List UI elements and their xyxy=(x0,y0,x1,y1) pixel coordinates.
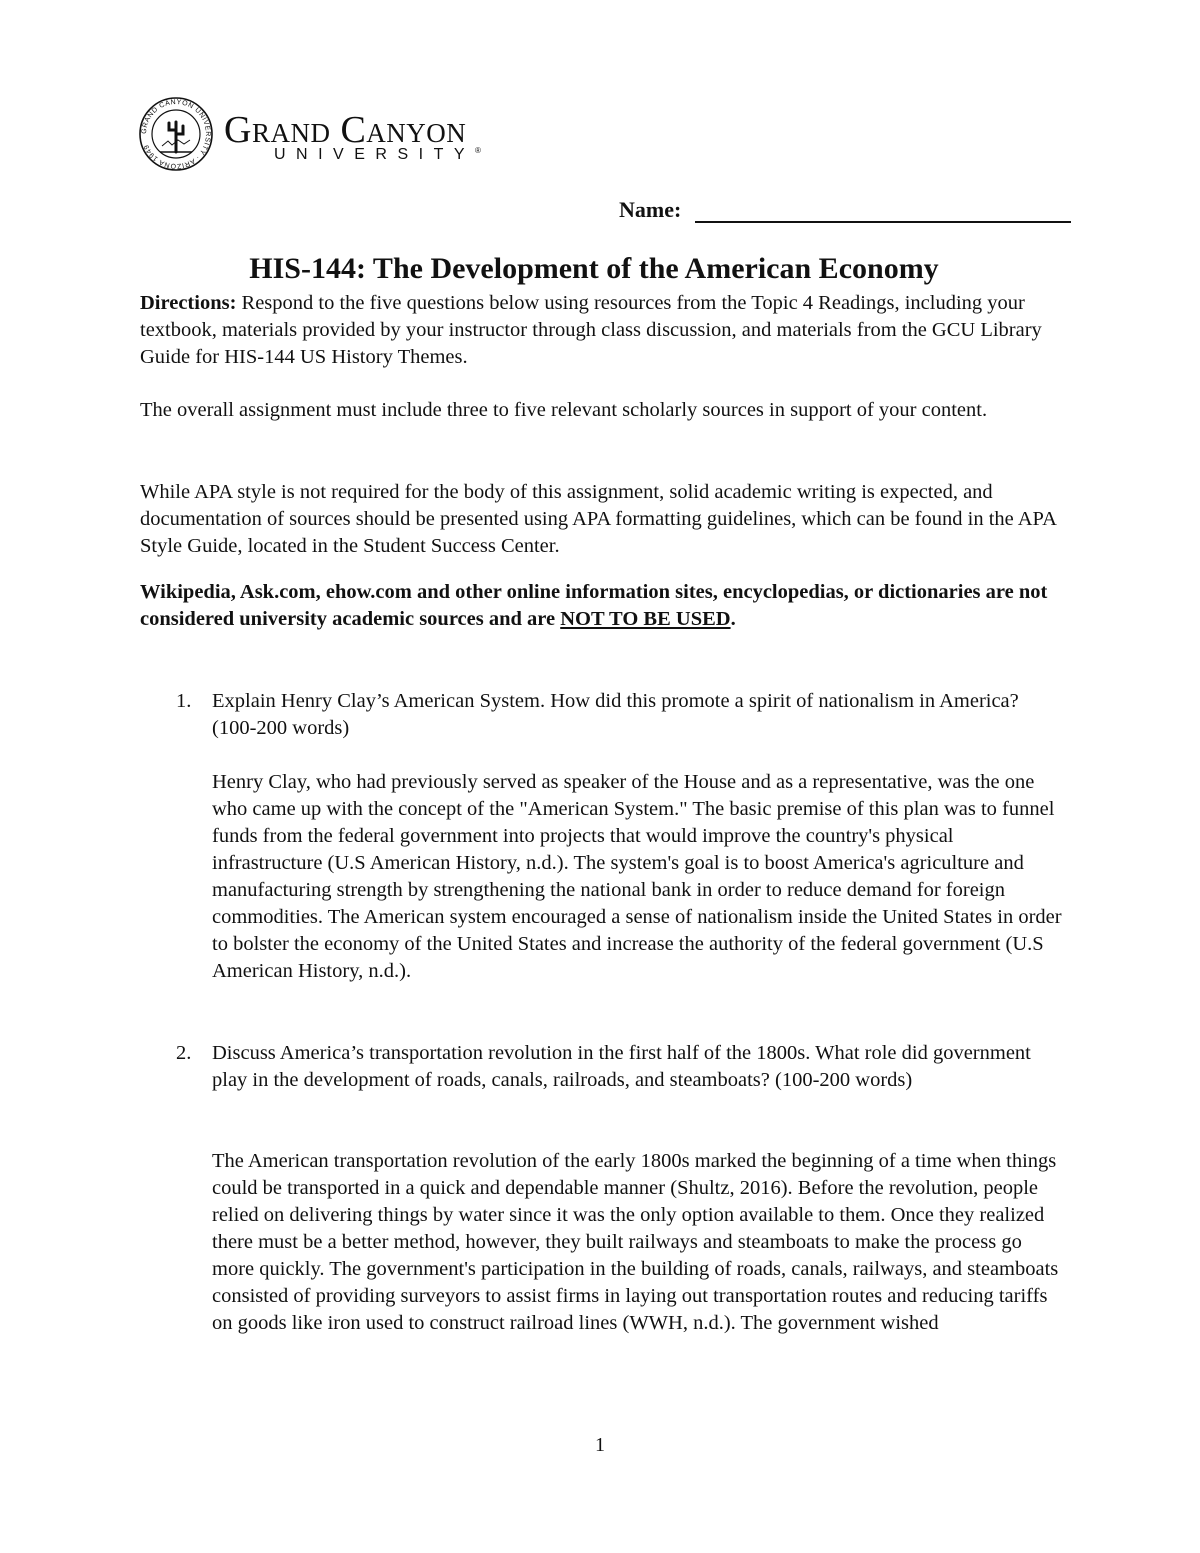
question-prompt: Discuss America’s transportation revolution in the first half of the 1800s. What role did government play in the development of roads, canals, railroads, and steamboats? (100-200 words) xyxy=(212,1042,1031,1091)
directions-text: Respond to the five questions below using resources from the Topic 4 Readings, including your textbook, materials provided by your instructor through class discussion, and materials from the GCU Library Guide for HIS-144 US History Themes. xyxy=(140,292,1042,368)
apa-paragraph: While APA style is not required for the body of this assignment, solid academic writing is expected, and documentation of sources should be presented using APA formatting guidelines, which can be found in the APA Style Guide, located in the Student Success Center. xyxy=(140,481,1056,557)
directions-paragraph xyxy=(140,290,1060,371)
registered-mark: ® xyxy=(475,146,481,155)
question-answer: Henry Clay, who had previously served as speaker of the House and as a representative, was the one who came up with the concept of the "American System." The basic premise of this plan was to funnel funds from the federal government into projects that would improve the country's physical infrastructure (U.S American History, n.d.). The system's goal is to boost America's agriculture and manufacturing strength by strengthening the national bank in order to reduce demand for foreign commodities. The American system encouraged a sense of nationalism inside the United States in order to bolster the economy of the United States and increase the authority of the federal government (U.S American History, n.d.). xyxy=(212,771,1062,982)
name-field[interactable] xyxy=(695,221,1071,223)
question-number: 1. xyxy=(176,690,192,712)
question-prompt: Explain Henry Clay’s American System. How did this promote a spirit of nationalism in America? (100-200 words) xyxy=(212,690,1019,739)
warning-emphasis: NOT TO BE USED xyxy=(560,608,731,630)
page-number: 1 xyxy=(595,1434,605,1456)
question-answer: The American transportation revolution of the early 1800s marked the beginning of a time when things could be transported in a quick and dependable manner (Shultz, 2016). Before the revolution, people relied on delivering things by water since it was the only option available to them. Once they realized there must be a better method, however, they built railways and steamboats to make the process go more quickly. The government's participation in the building of roads, canals, railways, and steamboats consisted of providing surveyors to assist firms in laying out transportation routes and reducing tariffs on goods like iron used to construct railroad lines (WWH, n.d.). The government wished xyxy=(212,1150,1059,1334)
university-seal-icon xyxy=(138,96,214,172)
logo-subtitle xyxy=(274,146,481,164)
warning-text: Wikipedia, Ask.com, ehow.com and other online information sites, encyclopedias, or dictionaries are not considered university academic sources and are xyxy=(140,581,1048,630)
name-label: Name: xyxy=(619,197,682,222)
warning-paragraph xyxy=(140,579,1060,633)
directions-label: Directions: xyxy=(140,292,237,314)
warning-end: . xyxy=(730,608,736,630)
name-row xyxy=(619,197,1071,227)
logo-wordmark: Grand Canyon xyxy=(224,109,467,151)
sources-paragraph: The overall assignment must include three to five relevant scholarly sources in support of your content. xyxy=(140,399,988,421)
seal-ring-text: GRAND CANYON UNIVERSITY · ARIZONA 1949 xyxy=(140,98,212,170)
logo-subtitle-text: UNIVERSITY xyxy=(274,146,476,163)
question-number: 2. xyxy=(176,1042,192,1064)
university-logo xyxy=(138,96,498,168)
page-title: HIS-144: The Development of the American Economy xyxy=(249,252,939,285)
